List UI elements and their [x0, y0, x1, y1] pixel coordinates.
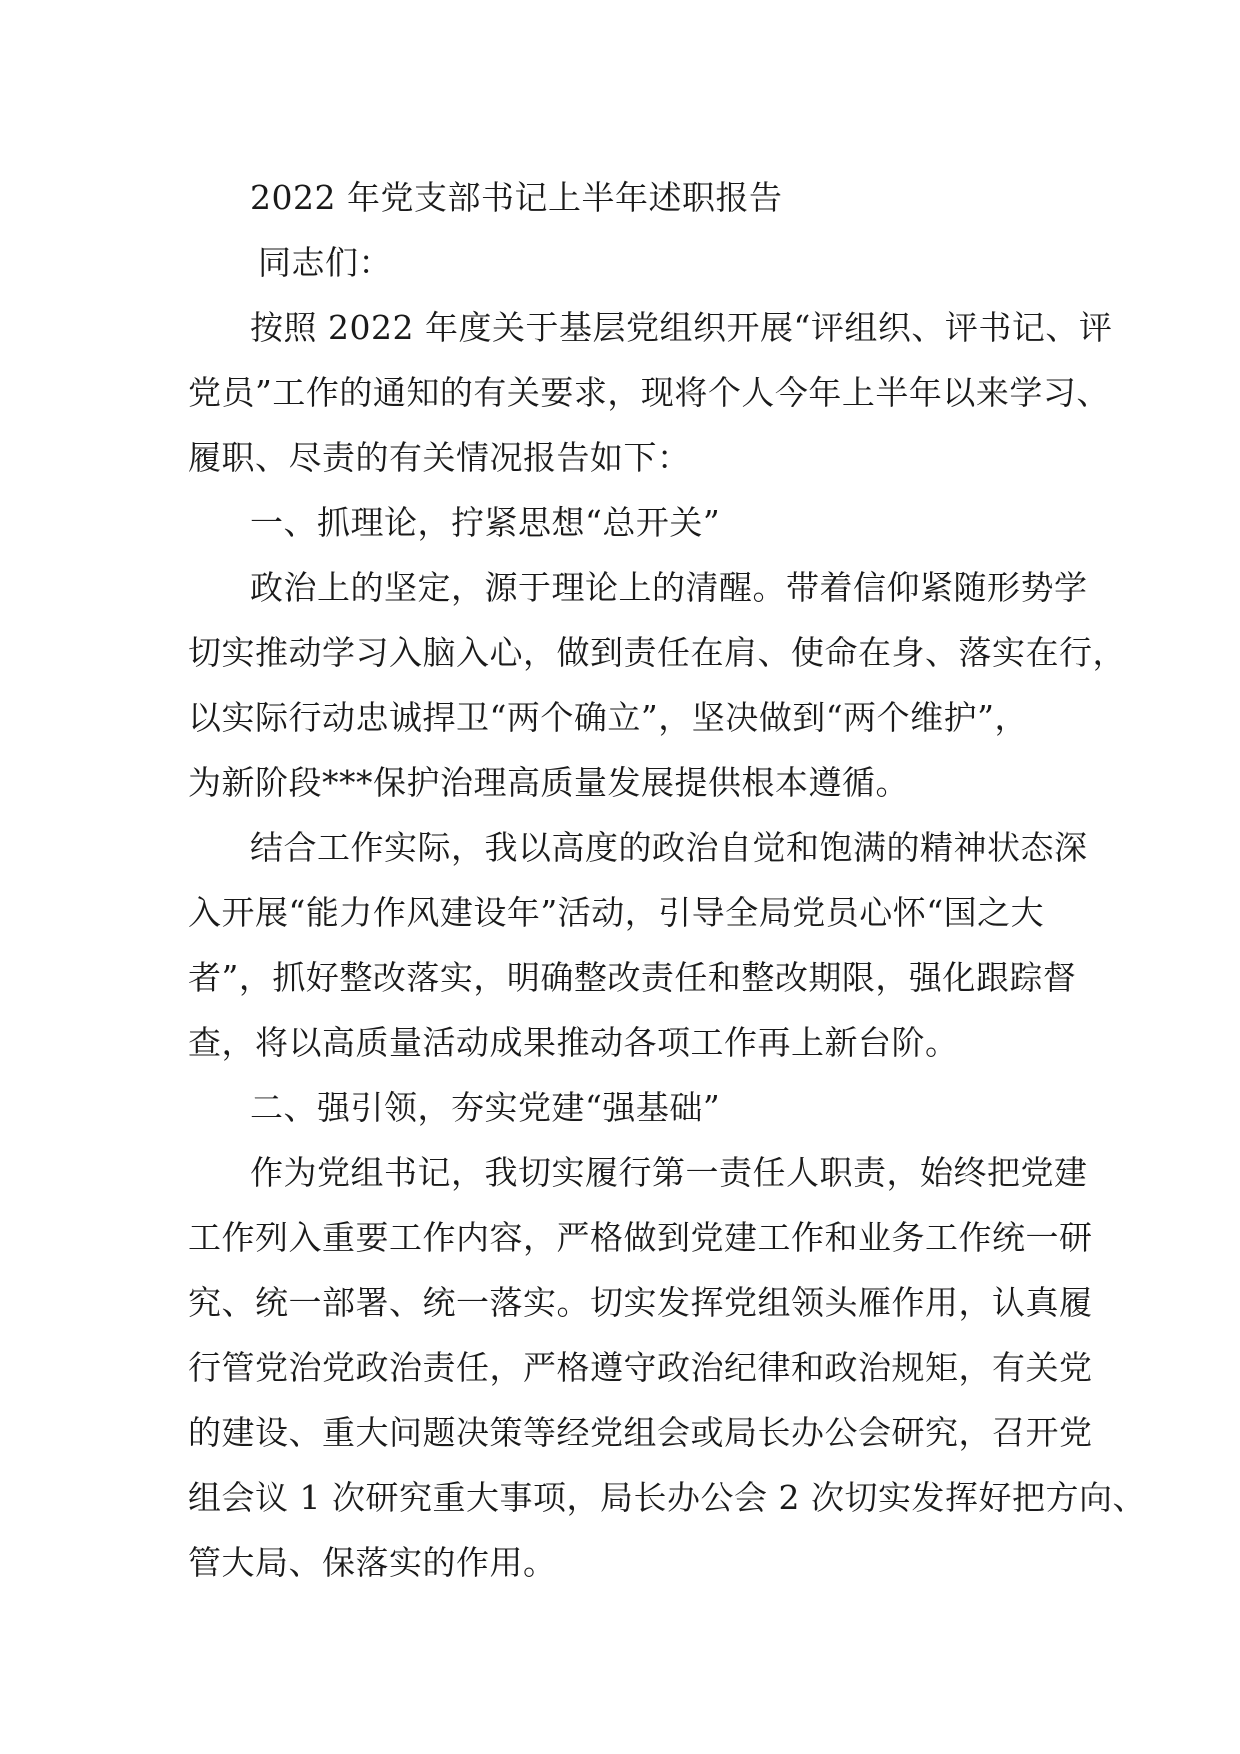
intro-paragraph: [188, 295, 1113, 490]
paragraph-line: 入开展“能力作风建设年”活动，引导全局党员心怀“国之大: [188, 893, 1045, 932]
section-heading-1: [188, 490, 1076, 555]
paragraph-line: 作为党组书记，我切实履行第一责任人职责，始终把党建: [250, 1153, 1088, 1192]
paragraph-line: 查，将以高质量活动成果推动各项工作再上新台阶。: [188, 1023, 959, 1062]
paragraph-line: 履职、尽责的有关情况报告如下：: [188, 438, 691, 477]
heading-line: 二、强引领，夯实党建“强基础”: [250, 1088, 721, 1127]
paragraph-line: 为新阶段***保护治理高质量发展提供根本遵循。: [188, 763, 909, 802]
paragraph-line: 切实推动学习入脑入心，做到责任在肩、使命在身、落实在行，: [188, 633, 1126, 672]
paragraph-line: 者”，抓好整改落实，明确整改责任和整改期限，强化跟踪督: [188, 958, 1077, 997]
paragraph-line: 工作列入重要工作内容，严格做到党建工作和业务工作统一研: [188, 1218, 1093, 1257]
paragraph-line: 的建设、重大问题决策等经党组会或局长办公会研究，召开党: [188, 1413, 1093, 1452]
document-title: 2022 年党支部书记上半年述职报告: [250, 178, 783, 217]
paragraph-line: 政治上的坚定，源于理论上的清醒。带着信仰紧随形势学: [250, 568, 1088, 607]
salutation: 同志们：: [258, 243, 392, 282]
document-page: [188, 165, 1146, 1595]
paragraph-line: 党员”工作的通知的有关要求，现将个人今年上半年以来学习、: [188, 373, 1110, 412]
paragraph-line: 管大局、保落实的作用。: [188, 1543, 557, 1582]
paragraph-line: 组会议 1 次研究重大事项，局长办公会 2 次切实发挥好把方向、: [188, 1478, 1146, 1517]
paragraph-line: 究、统一部署、统一落实。切实发挥党组领头雁作用，认真履: [188, 1283, 1093, 1322]
paragraph-line: 按照 2022 年度关于基层党组织开展“评组织、评书记、评: [250, 308, 1113, 347]
section-2-paragraph-1: [188, 1140, 1146, 1595]
heading-line: 一、抓理论，拧紧思想“总开关”: [250, 503, 721, 542]
section-heading-2: [188, 1075, 1076, 1140]
paragraph-line: 以实际行动忠诚捍卫“两个确立”，坚决做到“两个维护”，: [188, 698, 1028, 737]
paragraph-line: 结合工作实际，我以高度的政治自觉和饱满的精神状态深: [250, 828, 1088, 867]
section-1-paragraph-2: [188, 815, 1088, 1075]
paragraph-line: 行管党治党政治责任，严格遵守政治纪律和政治规矩，有关党: [188, 1348, 1093, 1387]
section-1-paragraph-1: [188, 555, 1126, 815]
